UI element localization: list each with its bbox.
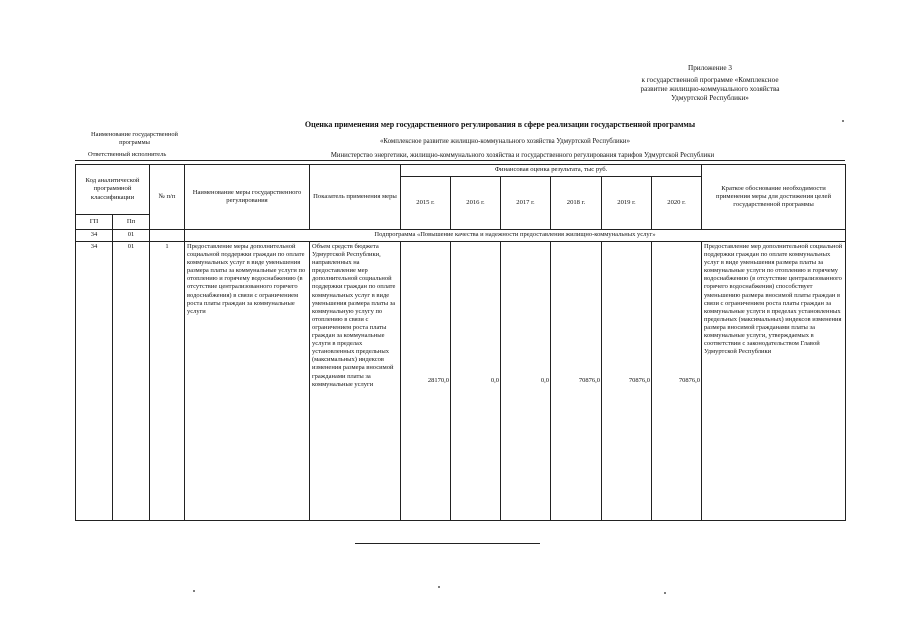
header-justification: Краткое обоснование необходимости применения меры для достижения целей государственной программы: [702, 165, 846, 230]
row-indicator: Объем средств бюджета Удмуртской Республики, направленных на предоставление мер дополнительной социальной поддержки граждан по оплате коммунальных услуг в виде уменьшения размера платы за коммунальную услугу по отоплению в связи с ограничением роста платы граждан за коммунальные услуги в пределах установленных предельных (максимальных) индексов изменения размера вносимой гражданами платы за коммунальные услуги: [310, 242, 401, 521]
header-year-2015: 2015 г.: [401, 177, 451, 230]
program-name: «Комплексное развитие жилищно-коммунального хозяйства Удмуртской Республики»: [380, 138, 630, 145]
subprogram-pp: 01: [113, 230, 150, 242]
header-code: Код аналитической программной классификации: [76, 165, 150, 215]
row-value-2016: 0,0: [451, 242, 501, 521]
table-row: [76, 242, 846, 521]
header-year-2020: 2020 г.: [652, 177, 702, 230]
program-name-label-line-2: программы: [119, 139, 150, 146]
appendix-line-1: к государственной программе «Комплексное: [641, 76, 779, 84]
responsible-name: Министерство энергетики, жилищно-коммунального хозяйства и государственного регулирования тарифов Удмуртской Республики: [330, 152, 715, 159]
row-gp: 34: [76, 242, 113, 521]
header-underline: [75, 160, 845, 161]
row-value-2020: 70876,0: [652, 242, 702, 521]
header-year-2017: 2017 г.: [501, 177, 551, 230]
row-value-2019: 70876,0: [602, 242, 652, 521]
row-measure: Предоставление меры дополнительной социальной поддержки граждан по оплате коммунальных услуг в виде уменьшения размера платы за коммунальные услуги по отоплению и горячему водоснабжению (в отсутствие централизованного горячего водоснабжения) в связи с ограничением роста платы граждан за коммунальные услуги: [185, 242, 310, 521]
row-value-2015: 28170,0: [401, 242, 451, 521]
header-gp: ГП: [76, 215, 113, 230]
row-num: 1: [150, 242, 185, 521]
scan-speck: [664, 592, 666, 594]
program-name-label-line-1: Наименование государственной: [91, 131, 178, 138]
row-justification: Предоставление мер дополнительной социальной поддержки граждан по оплате коммунальных услуг в виде уменьшения размера платы за коммунальные услуги по отоплению и горячему водоснабжению (в отсутствие централизованного горячего водоснабжения) способствует уменьшению размера вносимой платы граждан в связи с ограничением роста платы граждан за коммунальные услуги в пределах установленных предельных (максимальных) индексов изменения размера вносимой гражданами платы за коммунальные услуги, утверждаемых в соответствии с законодательством Главой Удмуртской Республики: [702, 242, 846, 521]
header-financial: Финансовая оценка результата, тыс руб.: [401, 165, 702, 177]
scan-speck: [438, 586, 440, 588]
scan-speck: [193, 590, 195, 592]
responsible-label: Ответственный исполнитель: [88, 151, 167, 158]
subprogram-title: Подпрограмма «Повышение качества и надежности предоставления жилищно-коммунальных услуг»: [185, 230, 846, 242]
header-measure: Наименование меры государственного регулирования: [185, 165, 310, 230]
appendix-line-2: развитие жилищно-коммунального хозяйства: [640, 85, 780, 93]
header-year-2016: 2016 г.: [451, 177, 501, 230]
header-num: № п/п: [150, 165, 185, 230]
subprogram-gp: 34: [76, 230, 113, 242]
program-name-label: [72, 131, 197, 147]
appendix-title: Приложение 3: [688, 64, 732, 72]
header-year-2019: 2019 г.: [602, 177, 652, 230]
header-row-1: [76, 165, 846, 177]
appendix-block: [600, 64, 820, 103]
document-title: Оценка применения мер государственного регулирования в сфере реализации государственной программы: [304, 120, 696, 129]
appendix-line-3: Удмуртской Республики»: [671, 94, 749, 102]
header-year-2018: 2018 г.: [551, 177, 602, 230]
row-value-2017: 0,0: [501, 242, 551, 521]
measures-table: [75, 164, 846, 521]
row-pp: 01: [113, 242, 150, 521]
header-pp: Пп: [113, 215, 150, 230]
footer-separator: [355, 543, 540, 544]
scan-speck: [842, 120, 844, 122]
subprogram-row: [76, 230, 846, 242]
row-value-2018: 70876,0: [551, 242, 602, 521]
header-indicator: Показатель применения меры: [310, 165, 401, 230]
subprogram-empty-num: [150, 230, 185, 242]
